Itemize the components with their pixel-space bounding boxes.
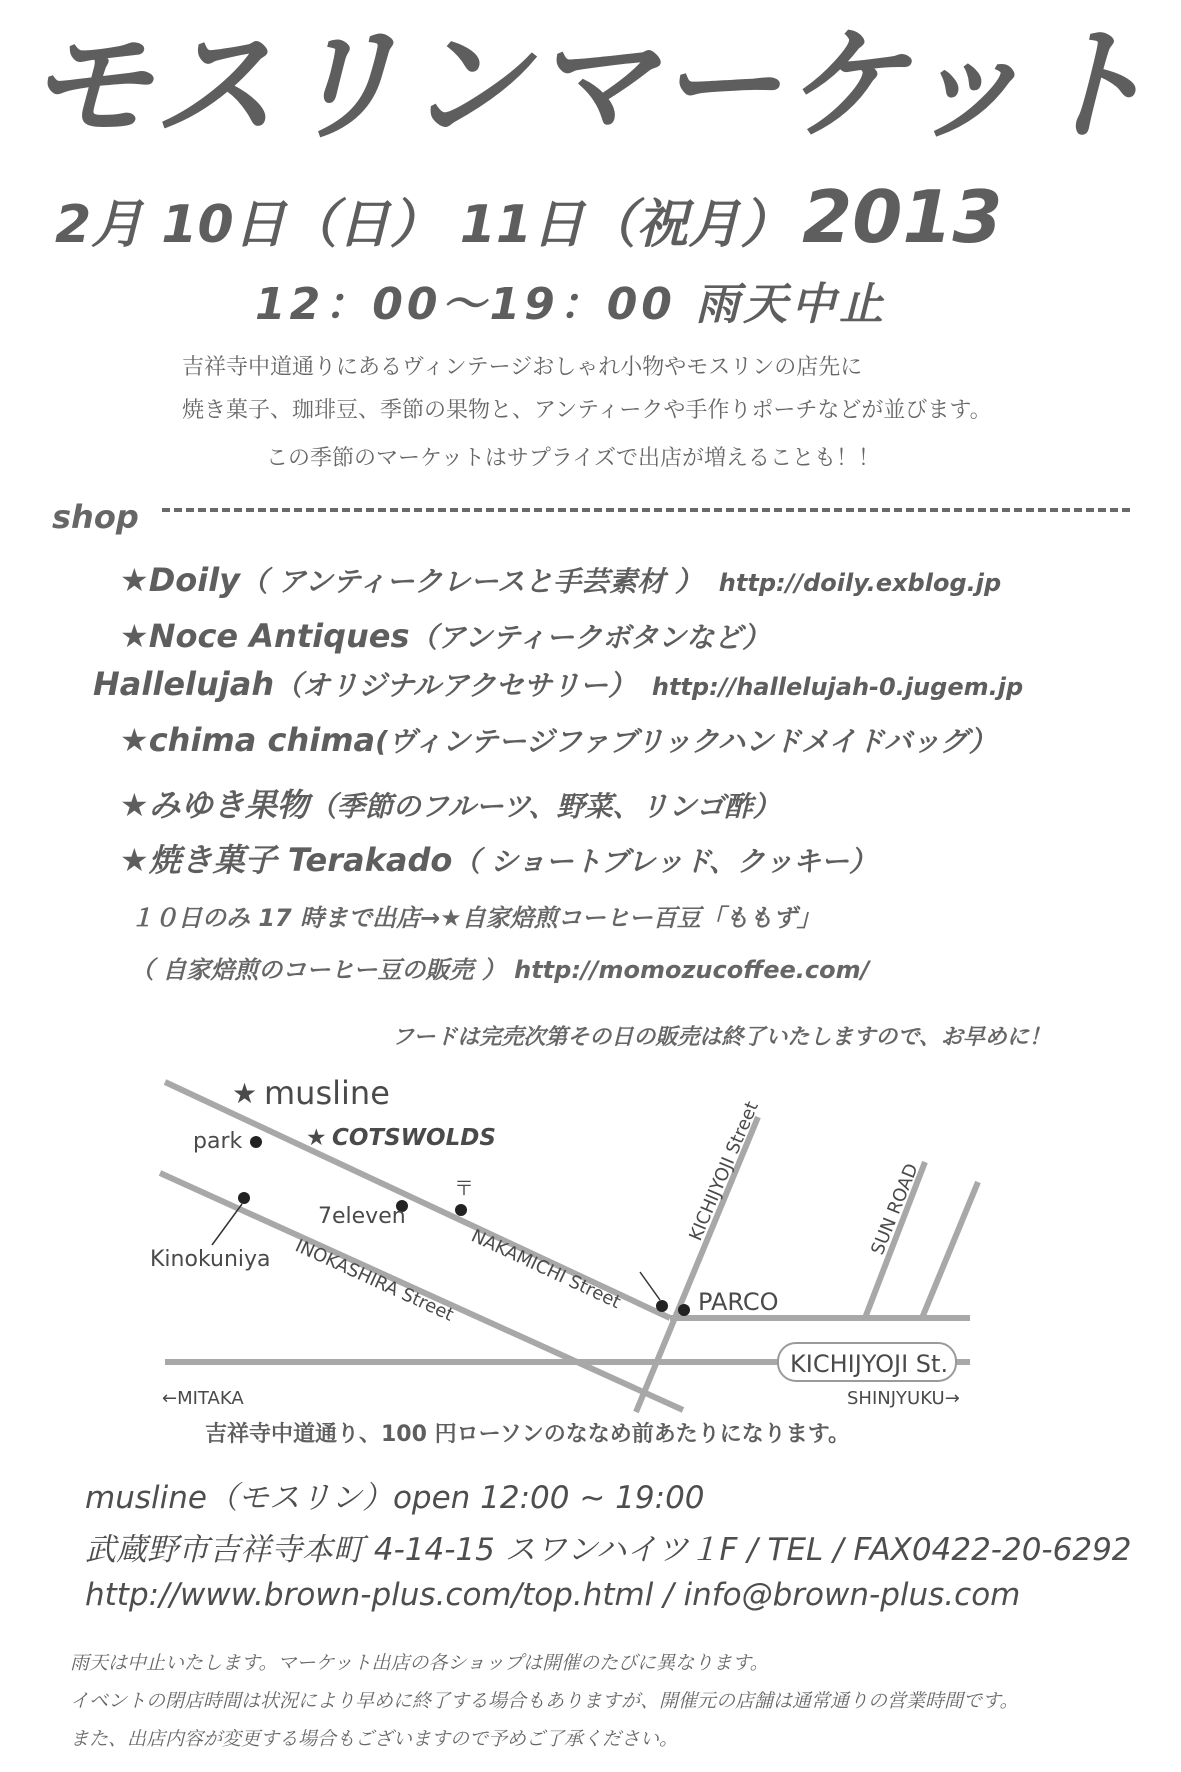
shop-desc: （アンティークボタンなど） — [409, 621, 771, 654]
intro-line-3: この季節のマーケットはサプライズで出店が増えることも！！ — [266, 446, 881, 471]
shop-desc: （ アンティークレースと手芸素材 ） — [240, 565, 703, 598]
kinokuniya-marker — [238, 1192, 250, 1204]
coffee-url[interactable]: http://momozucoffee.com/ — [514, 956, 870, 984]
shop-desc: (ヴィンテージファブリックハンドメイドバッグ） — [375, 725, 997, 758]
shop-hallelujah — [93, 664, 1023, 704]
shop-doily — [120, 560, 1001, 600]
shop-web[interactable]: http://www.brown-plus.com/top.html / info@brown-plus.com — [85, 1577, 1021, 1613]
cotswolds-label: COTSWOLDS — [332, 1125, 496, 1151]
shop-url[interactable]: http://doily.exblog.jp — [718, 569, 1002, 597]
shop-name: ★chima chima — [120, 721, 376, 759]
musline-label: musline — [264, 1074, 390, 1112]
event-dates-text: 2月 10日（日） 11日（祝月） — [55, 195, 793, 255]
destination-marker — [656, 1300, 668, 1312]
inokashira-street-label: INOKASHIRA Street — [291, 1235, 457, 1326]
shop-desc: （ ショートブレッド、クッキー） — [452, 845, 877, 878]
side-road — [922, 1182, 978, 1318]
shop-terakado — [120, 835, 877, 881]
shop-heading: shop — [52, 498, 139, 536]
shop-divider — [162, 508, 1130, 512]
seven-eleven-label: 7eleven — [318, 1204, 406, 1229]
park-label: park — [193, 1129, 243, 1154]
shop-url[interactable]: http://hallelujah-0.jugem.jp — [651, 673, 1024, 701]
coffee-line: １０日のみ 17 時まで出店→★自家焙煎コーヒー百豆「ももず」 — [130, 904, 821, 932]
shop-desc: （季節のフルーツ、野菜、リンゴ酢） — [308, 790, 781, 823]
parco-label: PARCO — [698, 1288, 779, 1316]
coffee-detail — [130, 950, 869, 985]
kinokuniya-label: Kinokuniya — [150, 1247, 271, 1272]
footer-line-3: また、出店内容が変更する場合もございますので予めご了承ください。 — [70, 1728, 679, 1750]
shinjyuku-label: SHINJYUKU→ — [847, 1388, 960, 1409]
shop-name: ★みゆき果物 — [120, 786, 309, 824]
nakamichi-street-label: NAKAMICHI Street — [467, 1225, 624, 1314]
station-label: KICHIJYOJI St. — [790, 1350, 949, 1378]
kinokuniya-pointer — [212, 1204, 242, 1245]
post-office-marker — [455, 1204, 467, 1216]
kichijyoji-street-label: KICHIJYOJI Street — [685, 1098, 763, 1244]
parco-marker — [678, 1304, 690, 1316]
post-office-icon: 〒 — [454, 1176, 474, 1200]
coffee-desc: （ 自家焙煎のコーヒー豆の販売 ） — [130, 956, 506, 984]
mitaka-label: ←MITAKA — [162, 1388, 244, 1409]
musline-star-icon: ★ — [232, 1077, 258, 1110]
poster-title: モスリンマーケット — [26, 14, 1155, 158]
shop-name: ★焼き菓子 Terakado — [120, 841, 453, 879]
intro-line-2: 焼き菓子、珈琲豆、季節の果物と、アンティークや手作りポーチなどが並びます。 — [182, 398, 992, 423]
cotswolds-star-icon: ★ — [306, 1125, 327, 1151]
event-date — [55, 175, 1003, 259]
shop-name: Hallelujah — [93, 665, 275, 703]
event-time: 12：00〜19：00 雨天中止 — [255, 279, 888, 330]
intro-line-1: 吉祥寺中道通りにあるヴィンテージおしゃれ小物やモスリンの店先に — [182, 355, 863, 380]
shop-address: 武蔵野市吉祥寺本町 4-14-15 スワンハイツ１F / TEL / FAX0422-20-6292 — [85, 1532, 1132, 1568]
park-marker — [250, 1136, 262, 1148]
destination-pointer — [640, 1272, 660, 1300]
footer-line-2: イベントの閉店時間は状況により早めに終了する場合もありますが、開催元の店舗は通常通りの営業時間です。 — [70, 1690, 1019, 1712]
shop-miyuki-fruits — [120, 780, 781, 826]
sun-road-label: SUN ROAD — [867, 1160, 923, 1258]
shop-desc: （オリジナルアクセサリー） — [274, 669, 636, 702]
food-note: フードは完売次第その日の販売は終了いたしますので、お早めに！ — [392, 1025, 1051, 1050]
map-caption: 吉祥寺中道通り、100 円ローソンのななめ前あたりになります。 — [205, 1422, 850, 1447]
shop-hours: musline（モスリン）open 12:00 ~ 19:00 — [85, 1480, 705, 1516]
footer-line-1: 雨天は中止いたします。マーケット出店の各ショップは開催のたびに異なります。 — [70, 1652, 769, 1674]
shop-name: ★Doily — [120, 561, 241, 599]
shop-noce-antiques — [120, 616, 770, 656]
event-year: 2013 — [802, 175, 1003, 259]
shop-name: ★Noce Antiques — [120, 617, 410, 655]
shop-chima-chima — [120, 720, 997, 760]
access-map — [0, 1060, 1181, 1460]
